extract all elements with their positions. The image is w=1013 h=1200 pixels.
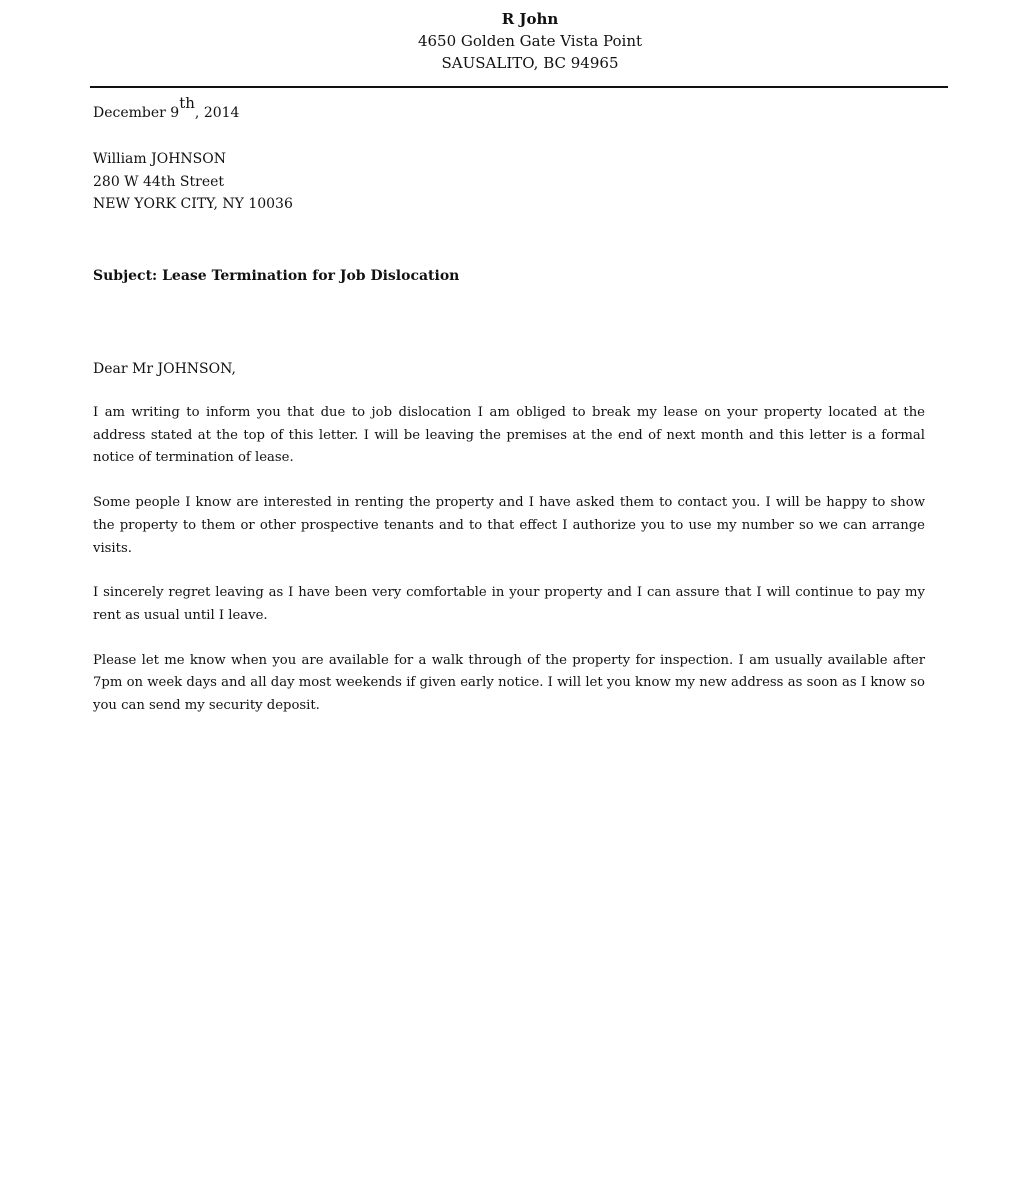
sender-address-line1: 4650 Golden Gate Vista Point	[417, 32, 643, 50]
sender-address-line2: SAUSALITO, BC 94965	[441, 54, 619, 72]
date-ordinal-suffix: th	[179, 94, 195, 113]
recipient-name: William JOHNSON	[93, 151, 226, 167]
salutation: Dear Mr JOHNSON,	[93, 361, 236, 377]
sender-name: R John	[501, 10, 559, 28]
date-month-day: December 9	[93, 105, 180, 121]
letter-body	[93, 402, 925, 740]
recipient-street: 280 W 44th Street	[93, 173, 225, 190]
body-paragraph: I am writing to inform you that due to job dislocation I am obliged to break my lease on your property located at the address stated at the top of this letter. I will be leaving the premises at the end of next month and this letter is a formal notice of termination of lease.	[93, 405, 925, 466]
recipient-block	[93, 148, 293, 216]
body-paragraph: Please let me know when you are available for a walk through of the property for inspection. I am usually available after 7pm on week days and all day most weekends if given early notice. I will let you know my new address as soon as I know so you can send my security deposit.	[93, 652, 925, 714]
date-year: , 2014	[194, 105, 240, 121]
header-divider	[90, 86, 948, 88]
body-paragraph: I sincerely regret leaving as I have been very comfortable in your property and I can assure that I will continue to pay my rent as usual until I leave.	[93, 585, 925, 623]
letter-date	[93, 94, 240, 123]
body-paragraph: Some people I know are interested in renting the property and I have asked them to contact you. I will be happy to show the property to them or other prospective tenants and to that effect I authorize you to use my number so we can arrange visits.	[93, 495, 925, 556]
recipient-city-line: NEW YORK CITY, NY 10036	[93, 196, 293, 212]
sender-block	[0, 8, 1013, 74]
subject-line: Subject: Lease Termination for Job Dislocation	[93, 268, 460, 284]
